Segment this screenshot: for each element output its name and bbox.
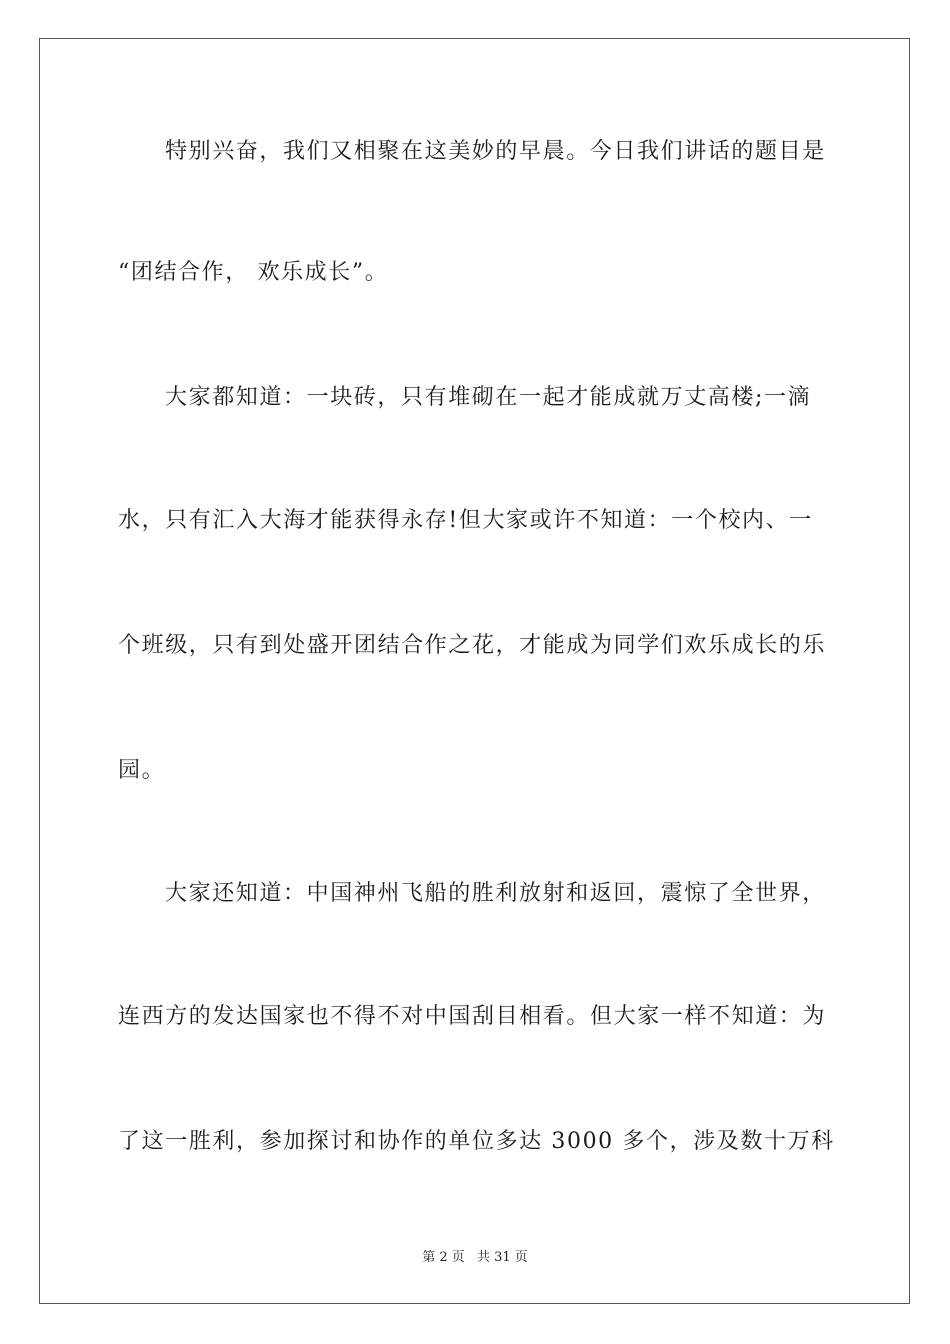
paragraph-2-line-2: 水，只有汇入大海才能获得永存!但大家或许不知道：一个校内、一 <box>118 508 813 533</box>
paragraph-2-line-1: 大家都知道：一块砖，只有堆砌在一起才能成就万丈高楼;一滴 <box>165 385 812 410</box>
paragraph-3-line-1: 大家还知道：中国神州飞船的胜利放射和返回，震惊了全世界， <box>165 881 826 906</box>
paragraph-1-line-2: “团结合作， 欢乐成长”。 <box>118 260 389 285</box>
page-border <box>39 38 910 1304</box>
paragraph-1-line-1: 特别兴奋，我们又相聚在这美妙的早晨。今日我们讲话的题目是 <box>165 139 826 164</box>
total-pages: 共 31 页 <box>476 1250 528 1265</box>
paragraph-2-line-3: 个班级，只有到处盛开团结合作之花，才能成为同学们欢乐成长的乐 <box>118 633 827 658</box>
paragraph-3-line-3: 了这一胜利，参加探讨和协作的单位多达 3000 多个，涉及数十万科 <box>118 1129 835 1154</box>
page-number: 第 2 页 <box>422 1250 465 1265</box>
paragraph-3-line-2: 连西方的发达国家也不得不对中国刮目相看。但大家一样不知道：为 <box>118 1004 827 1029</box>
page-footer <box>0 1246 950 1265</box>
paragraph-2-line-4: 园。 <box>118 758 166 783</box>
